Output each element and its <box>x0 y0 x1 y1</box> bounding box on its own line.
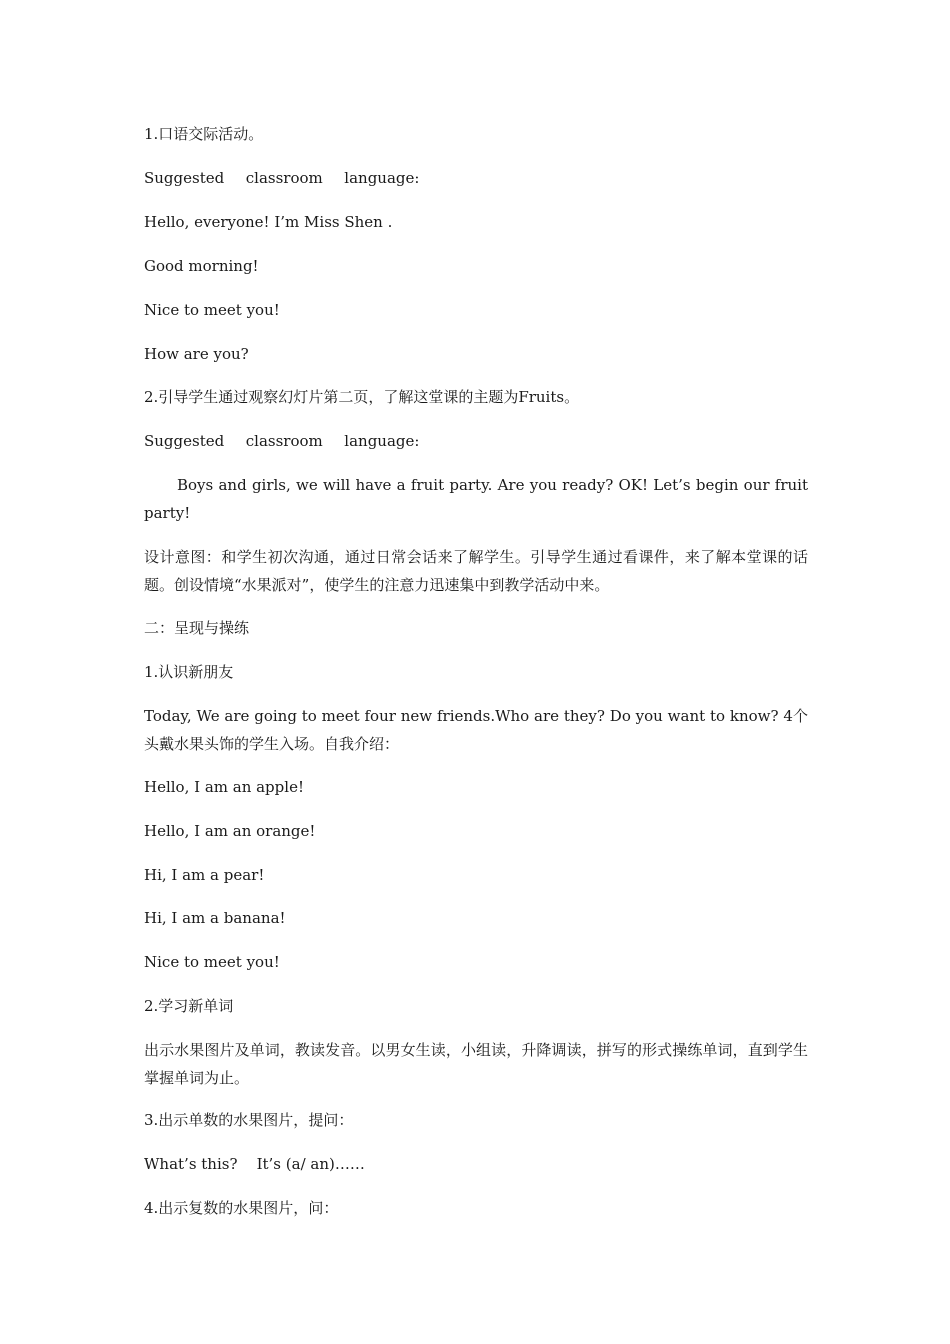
suggested-language-label: Suggested classroom language: <box>144 432 420 450</box>
heading-meet-friends: 1.认识新朋友 <box>144 663 234 681</box>
new-words-paragraph: 出示水果图片及单词，教读发音。以男女生读，小组读，升降调读，拼写的形式操练单词，直到学生掌握单词为止。 <box>144 1041 808 1087</box>
section-heading-presentation: 二：呈现与操练 <box>144 619 250 637</box>
dialogue-line: Hi, I am a pear! <box>144 866 265 884</box>
dialogue-line: Hello, I am an apple! <box>144 778 304 796</box>
dialogue-line: Good morning! <box>144 257 259 275</box>
dialogue-line: What’s this? It’s (a/ an)…… <box>144 1155 365 1173</box>
dialogue-line: Hi, I am a banana! <box>144 909 286 927</box>
dialogue-line: How are you? <box>144 345 249 363</box>
heading-singular-fruit: 3.出示单数的水果图片，提问： <box>144 1111 354 1129</box>
meet-friends-paragraph: Today, We are going to meet four new friends.Who are they? Do you want to know? 4个头戴水果头饰的学生入场。自我介绍： <box>144 707 808 753</box>
design-intent-paragraph: 设计意图：和学生初次沟通，通过日常会话来了解学生。引导学生通过看课件，来了解本堂课的话题。创设情境“水果派对”，使学生的注意力迅速集中到教学活动中来。 <box>144 548 808 594</box>
dialogue-line: Hello, everyone! I’m Miss Shen . <box>144 213 393 231</box>
heading-slide-topic: 2.引导学生通过观察幻灯片第二页，了解这堂课的主题为Fruits。 <box>144 388 580 406</box>
dialogue-line: Nice to meet you! <box>144 301 280 319</box>
fruit-party-paragraph: Boys and girls, we will have a fruit party. Are you ready? OK! Let’s begin our fruit party! <box>144 476 808 522</box>
dialogue-line: Nice to meet you! <box>144 953 280 971</box>
heading-plural-fruit: 4.出示复数的水果图片，问： <box>144 1199 339 1217</box>
dialogue-line: Hello, I am an orange! <box>144 822 316 840</box>
heading-oral-activity: 1.口语交际活动。 <box>144 125 264 143</box>
heading-new-words: 2.学习新单词 <box>144 997 234 1015</box>
suggested-language-label: Suggested classroom language: <box>144 169 420 187</box>
